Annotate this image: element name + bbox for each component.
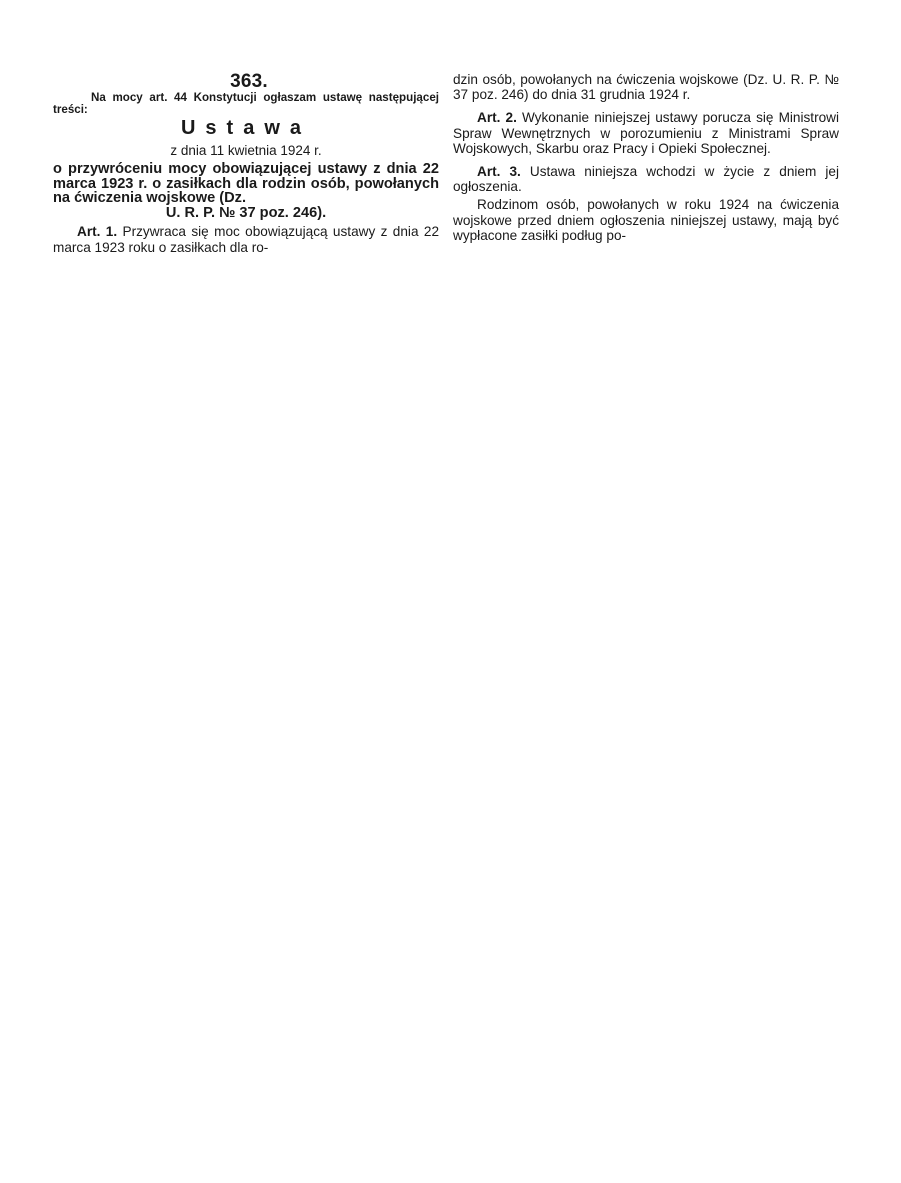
article-1-text: Przywraca się moc obowiązującą ustawy z dnia 22 marca 1923 roku o zasiłkach dla ro- bbox=[53, 224, 440, 255]
article-3-text: Ustawa niniejsza wchodzi w życie z dniem jej ogłoszenia. bbox=[453, 164, 839, 195]
right-column bbox=[453, 72, 839, 243]
closing-paragraph: Rodzinom osób, powołanych w roku 1924 na ćwiczenia wojskowe przed dniem ogłoszenia niniejszej ustawy, mają być wypłacone zasiłki podług po- bbox=[453, 197, 839, 243]
promulgation-clause: Na mocy art. 44 Konstytucji ogłaszam ustawę następującej treści: bbox=[53, 91, 439, 116]
document-subject-reference: U. R. P. № 37 poz. 246). bbox=[165, 204, 327, 221]
article-3-label: Art. 3. bbox=[477, 164, 521, 180]
article-2 bbox=[453, 110, 839, 156]
article-3 bbox=[453, 164, 839, 194]
document-title: Ustawa bbox=[180, 117, 312, 139]
document-date: z dnia 11 kwietnia 1924 r. bbox=[170, 143, 322, 158]
left-column bbox=[53, 72, 439, 255]
article-2-label: Art. 2. bbox=[477, 110, 517, 126]
article-1-continuation: dzin osób, powołanych na ćwiczenia wojskowe (Dz. U. R. P. № 37 poz. 246) do dnia 31 grudnia 1924 r. bbox=[453, 72, 839, 103]
act-number: 363. bbox=[230, 71, 268, 92]
article-1 bbox=[53, 224, 439, 254]
article-2-text: Wykonanie niniejszej ustawy porucza się Ministrowi Spraw Wewnętrznych w porozumieniu z Ministrami Spraw Wojskowych, Skarbu oraz Pracy i Opieki Społecznej. bbox=[453, 110, 839, 156]
article-1-label: Art. 1. bbox=[77, 224, 118, 240]
document-subject: o przywróceniu mocy obowiązującej ustawy z dnia 22 marca 1923 r. o zasiłkach dla rodzin osób, powołanych na ćwiczenia wojskowe (Dz. bbox=[53, 161, 439, 207]
